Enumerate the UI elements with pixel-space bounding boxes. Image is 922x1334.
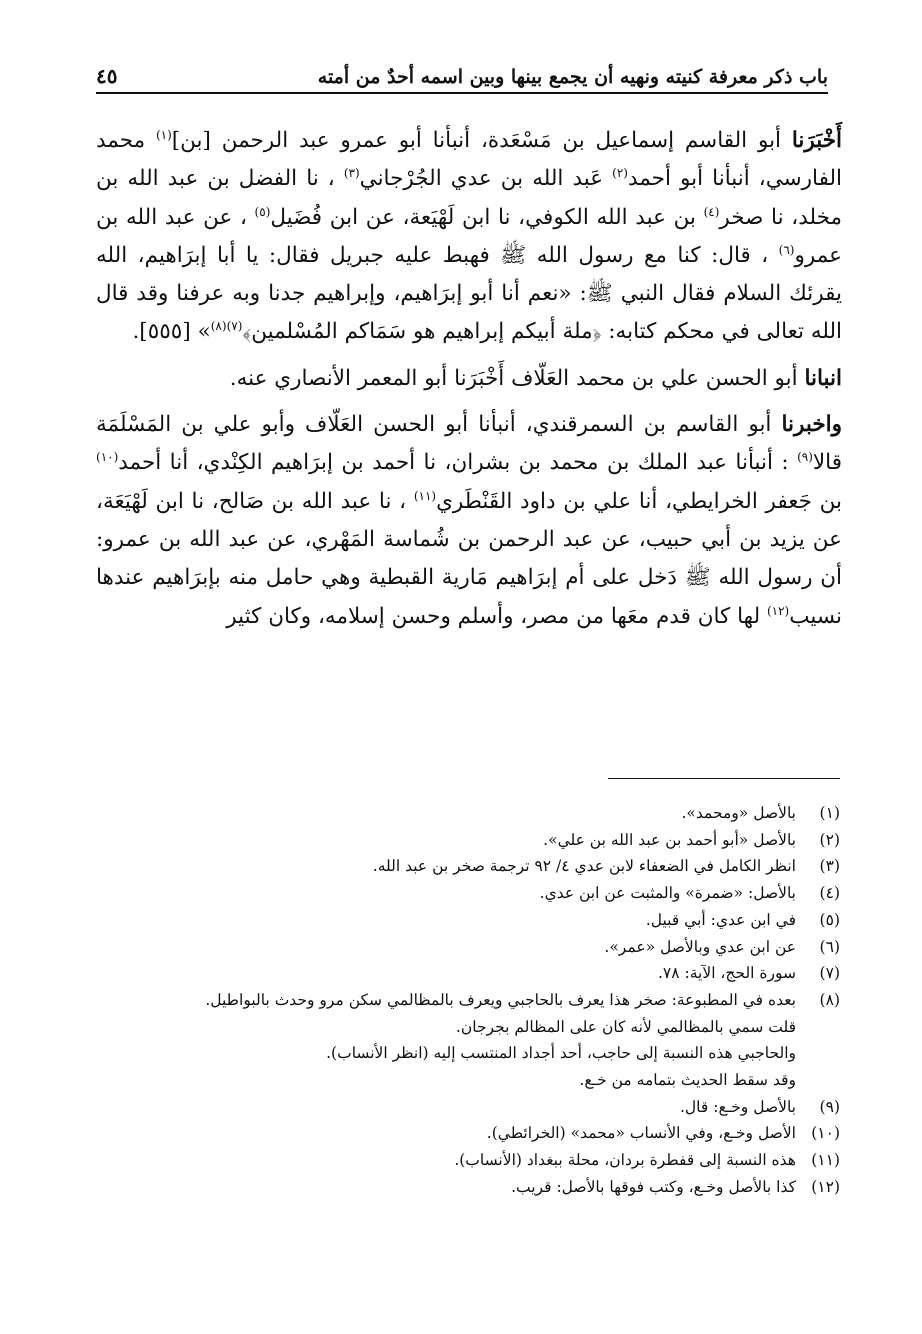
footnote: (٧) سورة الحج، الآية: ٧٨.: [657, 964, 840, 983]
footnote: (٤) بالأصل: «ضمرة» والمثبت عن ابن عدي.: [539, 884, 840, 903]
footnote-ref-7: (٧): [226, 319, 243, 334]
footnote-ref-12: (١٢): [766, 603, 790, 618]
footnote-ref-8: (٨): [210, 319, 227, 334]
footnote-continuation: وقد سقط الحديث بتمامه من خـع.: [579, 1071, 796, 1090]
footnote: (٨) بعده في المطبوعة: صخر هذا يعرف بالحاجبي ويعرف بالمظالمي سكن مرو وحدث بالبواطيل.: [205, 990, 840, 1009]
footnote-ref-3: (٣): [343, 166, 360, 181]
footnote-ref-6: (٦): [778, 242, 795, 257]
footnote: (١١) هذه النسبة إلى قفطرة بردان، محلة ببغداد (الأنساب).: [454, 1151, 840, 1170]
footnotes: [96, 800, 840, 1201]
footnote-continuation: قلت سمي بالمظالمي لأنه كان على المظالم بجرجان.: [455, 1017, 796, 1036]
footnote: (١٢) كذا بالأصل وخـع، وكتب فوقها بالأصل: قريب.: [511, 1177, 840, 1196]
running-header: [96, 58, 828, 94]
footnote-separator: [608, 778, 840, 779]
footnote: (٥) في ابن عدي: أبي قبيل.: [645, 910, 840, 929]
footnote: (٦) عن ابن عدي وبالأصل «عمر».: [604, 937, 840, 956]
footnote-ref-4: (٤): [703, 204, 720, 219]
footnote-ref-10: (١٠): [96, 450, 119, 465]
footnote-ref-1: (١): [155, 127, 172, 142]
footnote: (٣) انظر الكامل في الضعفاء لابن عدي ٤/ ٩٢ ترجمة صخر بن عبد الله.: [372, 857, 840, 876]
footnote-continuation: والحاجبي هذه النسبة إلى حاجب، أحد أجداد المنتسب إليه (انظر الأنساب).: [326, 1044, 796, 1063]
footnote: (١٠) الأصل وخـع، وفي الأنساب «محمد» (الخرائطي).: [486, 1124, 840, 1143]
footnote-ref-2: (٢): [612, 166, 628, 181]
page-number: ٤٥: [96, 64, 118, 88]
lead-word: واخبرنا: [781, 412, 842, 438]
lead-word: أَخْبَرَنا: [791, 128, 842, 153]
chapter-title: باب ذكر معرفة كنيته ونهيه أن يجمع بينها وبين اسمه أحدٌ من أمته: [317, 66, 828, 88]
paragraph-1: أَخْبَرَنا أبو القاسم إسماعيل بن مَسْعَدة، أنبأنا أبو عمرو عبد الرحمن [بن]$^{(١)}$ محمد الفارسي، أنبأنا أبو أحمد$^{(٢)}$ عَبد الله بن عدي الجُرْجاني$^{(٣)}$ ، نا الفضل بن عبد الله بن مخلد، نا صخر$^{(٤)}$ بن عبد الله الكوفي، نا ابن لَهْيَعة، عن ابن فُضَيل$^{(٥)}$ ، عن عبد الله بن عمرو$^{(٦)}$ ، قال: كنا مع رسول الله ﷺ فهبط عليه جبريل فقال: يا أبا إبرَاهيم، الله يقرئك السلام فقال النبي ﷺ: «نعم أنا أبو إبرَاهيم، وإبراهيم جدنا وبه عرفنا وقد قال الله تعالى في محكم كتابه: ﴿ملة أبيكم إبراهيم هو سَمَاكم المُسْلمين﴾$^{(٧)(٨)}$» [٥٥٥].: [96, 127, 842, 345]
footnote-ref-11: (١١): [413, 488, 437, 503]
main-text: [96, 122, 842, 636]
paragraph-2: انبانا أبو الحسن علي بن محمد العَلّاف أَخْبَرَنا أبو المعمر الأنصاري عنه.: [229, 365, 842, 391]
footnote-ref-9: (٩): [797, 450, 813, 465]
paragraph-3: واخبرنا أبو القاسم بن السمرقندي، أنبأنا أبو الحسن العَلّاف وأبو علي بن المَسْلَمَة قالا$^{(٩)}$ : أنبأنا عبد الملك بن محمد بن بشران، نا أحمد بن إبرَاهيم الكِنْدي، أنا أحمد$^{(١٠)}$ بن جَعفر الخرايطي، أنا علي بن داود القَنْطَري$^{(١١)}$ ، نا عبد الله بن صَالح، نا ابن لَهْيَعَة، عن يزيد بن أبي حبيب، عن عبد الرحمن بن شُماسة المَهْري، عن عبد الله بن عمرو: أن رسول الله ﷺ دَخل على أم إبرَاهيم مَارية القبطية وهي حامل منه بإبرَاهيم عندها نسيب$^{(١٢)}$ لها كان قدم معَها من مصر، وأسلم وحسن إسلامه، وكان كثير: [96, 412, 842, 629]
footnote: (٢) بالأصل «أبو أحمد بن عبد الله بن علي».: [543, 830, 840, 849]
footnote: (١) بالأصل «ومحمد».: [681, 804, 840, 822]
lead-word: انبانا: [804, 365, 842, 391]
footnote-ref-5: (٥): [254, 204, 271, 219]
footnote: (٩) بالأصل وخـع: قال.: [679, 1097, 840, 1116]
